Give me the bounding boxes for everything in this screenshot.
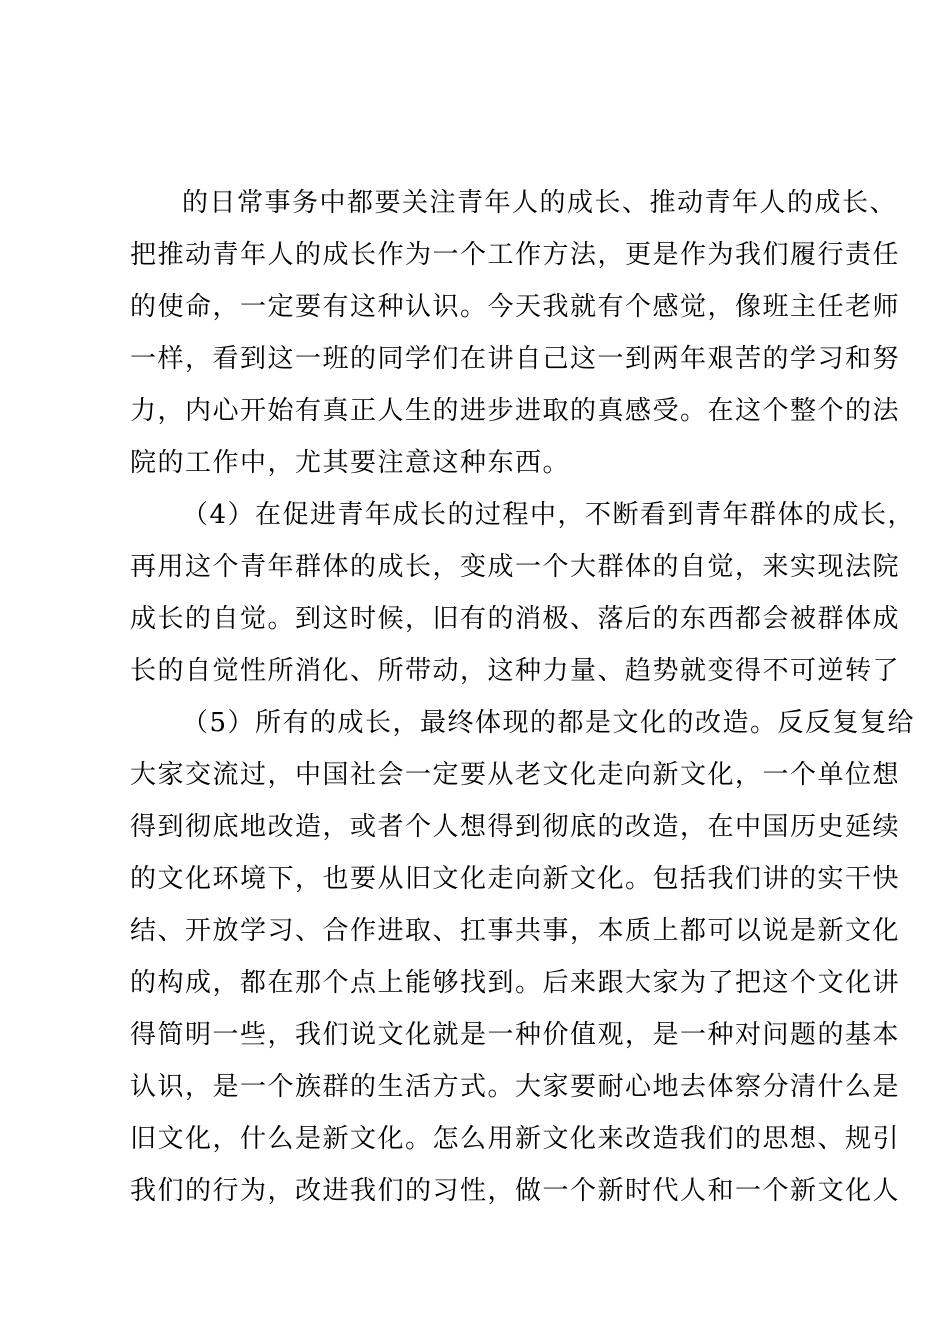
text-line-3: 的使命，一定要有这种认识。今天我就有个感觉，像班主任老师	[130, 292, 901, 322]
text-line-11: （5）所有的成长，最终体现的都是文化的改造。反反复复给	[182, 708, 916, 738]
text-line-7: （4）在促进青年成长的过程中，不断看到青年群体的成长，	[182, 500, 916, 530]
text-line-16: 的构成，都在那个点上能够找到。后来跟大家为了把这个文化讲	[130, 968, 901, 998]
text-line-4: 一样，看到这一班的同学们在讲自己这一到两年艰苦的学习和努	[130, 344, 901, 374]
text-line-17: 得简明一些，我们说文化就是一种价值观，是一种对问题的基本	[130, 1020, 901, 1050]
text-line-19: 旧文化，什么是新文化。怎么用新文化来改造我们的思想、规引	[130, 1124, 901, 1154]
text-line-5: 力，内心开始有真正人生的进步进取的真感受。在这个整个的法	[130, 396, 901, 426]
text-line-9: 成长的自觉。到这时候，旧有的消极、落后的东西都会被群体成	[130, 604, 901, 634]
text-line-1: 的日常事务中都要关注青年人的成长、推动青年人的成长、	[182, 188, 898, 218]
text-line-20: 我们的行为，改进我们的习性，做一个新时代人和一个新文化人	[130, 1176, 901, 1206]
text-line-18: 认识，是一个族群的生活方式。大家要耐心地去体察分清什么是	[130, 1072, 901, 1102]
text-line-15: 结、开放学习、合作进取、扛事共事，本质上都可以说是新文化	[130, 916, 901, 946]
text-line-6: 院的工作中，尤其要注意这种东西。	[130, 448, 571, 478]
text-line-12: 大家交流过，中国社会一定要从老文化走向新文化，一个单位想	[130, 760, 901, 790]
text-line-13: 得到彻底地改造，或者个人想得到彻底的改造，在中国历史延续	[130, 812, 901, 842]
text-line-8: 再用这个青年群体的成长，变成一个大群体的自觉，来实现法院	[130, 552, 901, 582]
text-line-10: 长的自觉性所消化、所带动，这种力量、趋势就变得不可逆转了	[130, 656, 901, 686]
text-line-2: 把推动青年人的成长作为一个工作方法，更是作为我们履行责任	[130, 240, 901, 270]
text-line-14: 的文化环境下，也要从旧文化走向新文化。包括我们讲的实干快	[130, 864, 901, 894]
